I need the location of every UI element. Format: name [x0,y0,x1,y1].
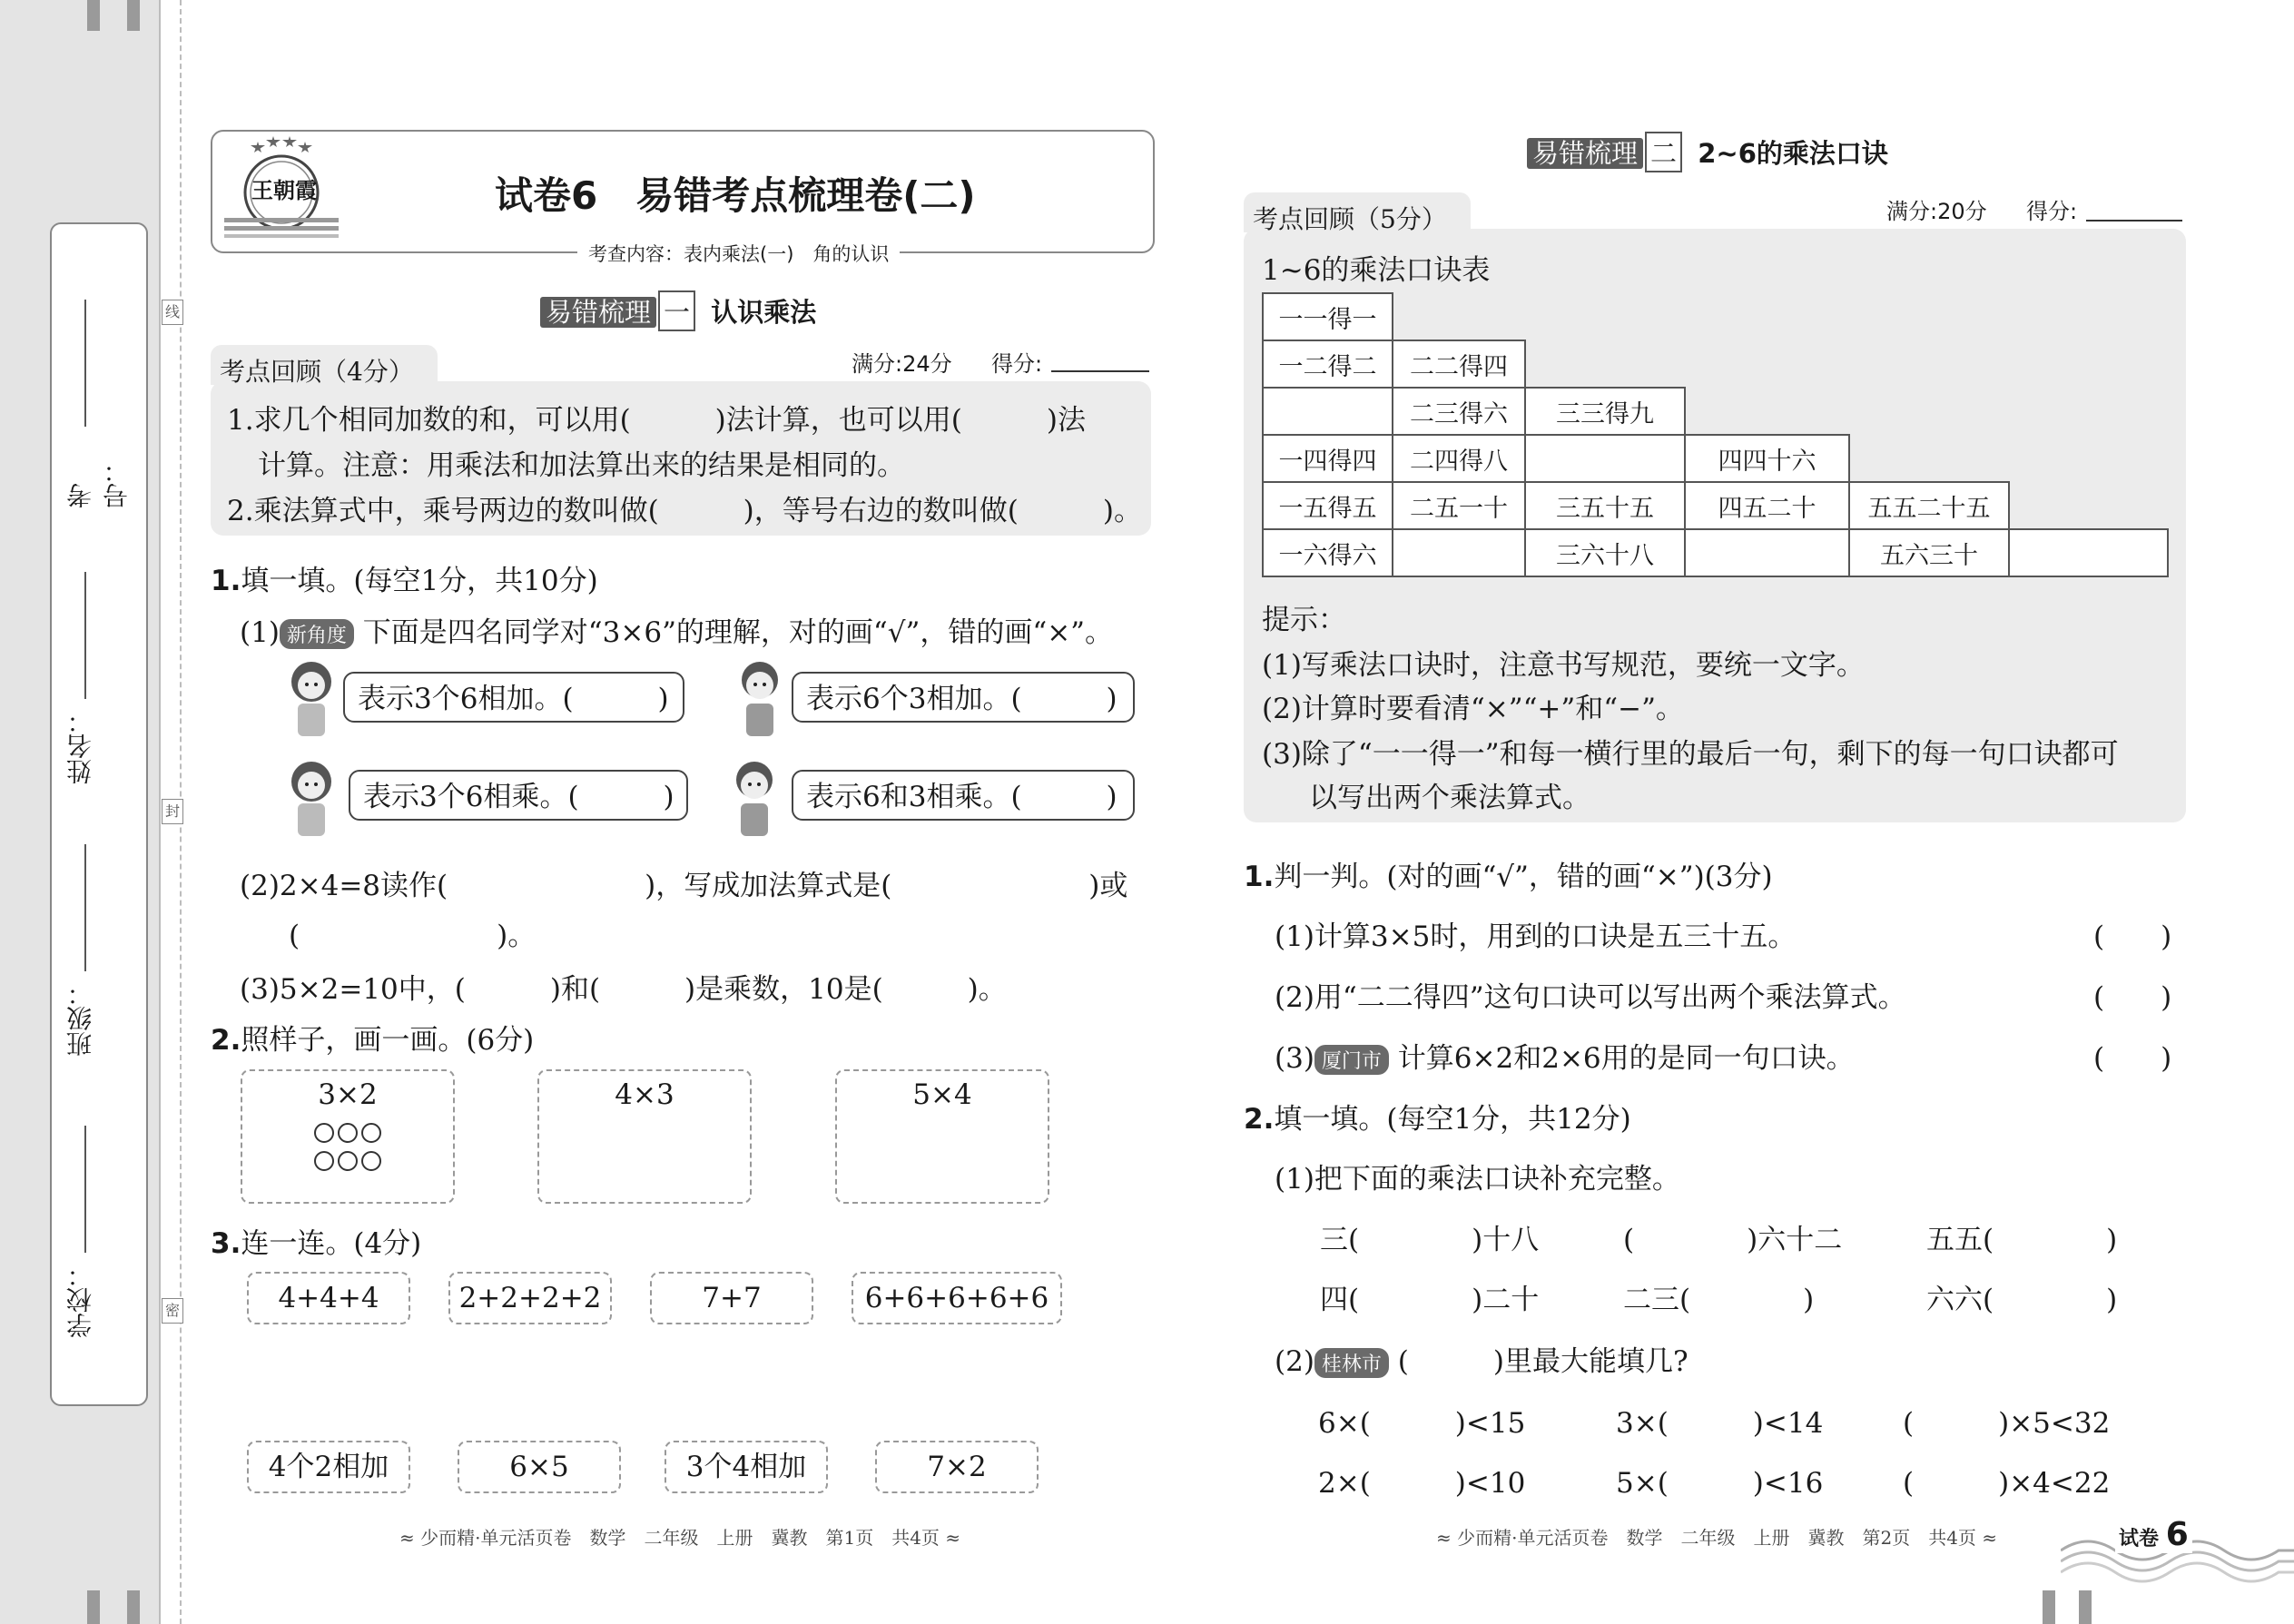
table-cell: 二四得八 [1393,435,1525,482]
question-2-2 [1275,1338,1689,1379]
corner-page-number: 6 [2165,1516,2189,1553]
multiplication-table [1262,292,2169,577]
fill-blank[interactable]: 五五( ) [1926,1224,2118,1256]
page-footer: ≈ 少而精·单元活页卷 数学 二年级 上册 冀教 第1页 共4页 ≈ [399,1527,961,1549]
judge-item [1275,1035,1855,1076]
speech-bubble: 表示3个6相乘。( ) [349,770,688,821]
section-title: 认识乘法 [711,297,817,328]
question-text: 填一填。(每空1分，共10分) [241,565,598,597]
name-field[interactable] [50,554,144,799]
circle-sample [311,1120,384,1175]
answer-paren[interactable]: ( ) [2093,981,2172,1014]
sub-prefix: (1) [1275,920,1314,953]
fill-blank[interactable]: 四( )二十 [1320,1284,1540,1316]
score-blank[interactable] [1051,370,1149,372]
field-underline [84,844,86,971]
inequality-blank[interactable]: ( )×5<32 [1903,1407,2111,1440]
table-cell: 三三得九 [1525,388,1685,435]
draw-box[interactable] [241,1069,455,1204]
sub-prefix: (2) [1275,981,1314,1014]
hint-line: (1)写乘法口诀时，注意书写规范，要统一文字。 [1262,649,1865,682]
sub-prefix: (1) [240,616,280,649]
judge-item [1275,913,1796,954]
score-blank[interactable] [2086,220,2182,221]
match-chip[interactable]: 2+2+2+2 [448,1272,612,1324]
inequality-blank[interactable]: 2×( )<10 [1318,1467,1526,1500]
question-text: 判一判。(对的画“√”，错的画“×”)(3分) [1274,861,1773,893]
section-title: 2~6的乘法口诀 [1698,138,1888,169]
table-cell: 二五一十 [1393,482,1525,529]
question-text: 照样子，画一画。(6分) [241,1024,535,1057]
question-text: 连一连。(4分) [241,1227,422,1260]
registration-mark [127,0,140,31]
inequality-blank[interactable]: 6×( )<15 [1318,1407,1526,1440]
section-number: 二 [1645,132,1682,172]
fill-blank[interactable]: 三( )十八 [1320,1224,1540,1256]
judge-text: 计算3×5时，用到的口诀是五三十五。 [1314,920,1797,953]
table-cell: 三六十八 [1525,529,1685,576]
corner-label [2115,1516,2192,1553]
region-tag: 厦门市 [1314,1045,1389,1075]
section-tag: 易错梳理 [1527,138,1643,169]
score-label: 得分: [2026,199,2078,224]
sub-prefix: (2) [1275,1345,1314,1378]
seal-char: 线 [162,300,183,325]
table-cell: 五五二十五 [1849,482,2009,529]
table-cell: 二三得六 [1393,388,1525,435]
table-cell: 一六得六 [1263,529,1393,576]
field-label: 班级： [65,980,95,1057]
table-cell-blank[interactable] [1393,529,1525,576]
question-1 [211,557,598,598]
section-number: 一 [658,290,695,331]
question-1-3: (3)5×2=10中，( )和( )是乘数，10是( )。 [240,973,1007,1006]
judge-item [1275,974,1906,1015]
sub-text: ( )里最大能填几? [1397,1345,1689,1378]
field-label: 考号： [65,458,132,508]
question-1-2: (2)2×4=8读作( )，写成加法算式是( )或 [240,870,1128,902]
section-heading-1 [540,290,816,331]
review-line: 2.乘法算式中，乘号两边的数叫做( )，等号右边的数叫做( )。 [227,495,1142,527]
fill-blank[interactable]: 六六( ) [1926,1284,2118,1316]
field-label: 学校： [65,1262,95,1338]
student-girl-icon [283,758,340,840]
registration-mark [87,1590,100,1624]
review-line: 计算。注意：用乘法和加法算出来的结果是相同的。 [258,449,905,482]
draw-box[interactable] [537,1069,752,1204]
registration-mark [2079,1590,2092,1624]
review-line: 1.求几个相同加数的和，可以用( )法计算，也可以用( )法 [227,404,1086,437]
student-boy-icon [732,658,788,740]
question-3 [211,1220,421,1261]
logo-text: 王朝霞 [251,177,317,203]
question-2 [211,1017,534,1058]
match-chip[interactable]: 4个2相加 [247,1441,410,1493]
draw-box[interactable] [835,1069,1049,1204]
match-chip[interactable]: 7×2 [875,1441,1039,1493]
answer-paren[interactable]: ( ) [2093,920,2172,953]
inequality-blank[interactable]: 3×( )<14 [1616,1407,1824,1440]
fill-blank[interactable]: ( )六十二 [1623,1224,1843,1256]
table-cell-blank[interactable] [1263,388,1393,435]
table-cell: 一五得五 [1263,482,1393,529]
question-1-judge [1244,853,1773,894]
score-full: 满分:20分 [1886,199,1987,224]
page-subtitle: 考查内容：表内乘法(一) 角的认识 [577,240,900,267]
sub-prefix: (3) [1275,1042,1314,1075]
question-number: 2. [211,1024,241,1057]
draw-box-label: 5×4 [912,1078,972,1111]
question-text: 填一填。(每空1分，共12分) [1274,1103,1631,1136]
table-cell: 四五二十 [1685,482,1849,529]
match-chip[interactable]: 4+4+4 [247,1272,410,1324]
table-cell: 一二得二 [1263,340,1393,388]
table-title: 1~6的乘法口诀表 [1262,254,1491,287]
inequality-blank[interactable]: 5×( )<16 [1616,1467,1824,1500]
speech-bubble: 表示6个3相加。( ) [792,672,1135,723]
page-title: 试卷6 易错考点梳理卷(二) [495,173,976,218]
score-label: 得分: [991,351,1043,377]
table-cell: 三五十五 [1525,482,1685,529]
new-angle-tag: 新角度 [280,619,354,649]
hint-line: (3)除了“一一得一”和每一横行里的最后一句，剩下的每一句口诀都可 [1262,738,2119,771]
table-cell-blank[interactable] [2009,529,2168,576]
draw-box-label: 4×3 [615,1078,674,1111]
region-tag: 桂林市 [1314,1348,1389,1378]
sub-text: 下面是四名同学对“3×6”的理解，对的画“√”，错的画“×”。 [362,616,1114,649]
fill-blank[interactable]: 二三( ) [1623,1284,1815,1316]
match-chip[interactable]: 7+7 [650,1272,813,1324]
table-cell: 一一得一 [1263,293,1393,340]
judge-text: 用“二二得四”这句口诀可以写出两个乘法算式。 [1314,981,1906,1014]
question-number: 1. [1244,861,1275,893]
hint-title: 提示： [1262,604,1346,636]
registration-mark [2043,1590,2055,1624]
match-chip[interactable]: 6+6+6+6+6 [852,1272,1062,1324]
answer-paren[interactable]: ( ) [2093,1042,2172,1075]
field-underline [84,1126,86,1253]
gutter-divider [159,0,161,1624]
section-tag: 易错梳理 [540,297,656,328]
hint-line: 以写出两个乘法算式。 [1309,782,1590,814]
match-chip[interactable]: 3个4相加 [665,1441,828,1493]
speech-bubble: 表示3个6相加。( ) [343,672,684,723]
student-boy-icon [726,758,783,840]
speech-bubble: 表示6和3相乘。( ) [792,770,1135,821]
registration-mark [127,1590,140,1624]
question-number: 2. [1244,1103,1275,1136]
field-underline [84,572,86,699]
hint-line: (2)计算时要看清“×”“+”和“−”。 [1262,693,1684,725]
exam-number-field[interactable] [50,263,144,508]
field-underline [84,300,86,427]
question-number: 1. [211,565,241,597]
field-label: 姓名： [65,708,95,784]
judge-text: 计算6×2和2×6用的是同一句口诀。 [1397,1042,1855,1075]
question-2-fill [1244,1096,1631,1137]
question-1-1 [240,609,1113,650]
table-cell: 一四得四 [1263,435,1393,482]
review-tab-label: 考点回顾（5分） [1253,204,1447,234]
draw-box-label: 3×2 [318,1078,378,1111]
registration-mark [87,0,100,31]
table-cell: 二二得四 [1393,340,1525,388]
student-girl-icon [283,658,340,740]
question-1-2-cont: ( )。 [289,920,537,952]
class-field[interactable] [50,835,144,1080]
section-heading-2 [1527,132,1888,172]
seal-char: 封 [162,799,183,824]
question-number: 3. [211,1227,241,1260]
table-cell-blank[interactable] [1525,435,1685,482]
corner-label-text: 试卷 [2119,1528,2160,1550]
page-footer: ≈ 少而精·单元活页卷 数学 二年级 上册 冀教 第2页 共4页 ≈ [1436,1527,1998,1549]
score-full: 满分:24分 [852,351,952,377]
table-cell: 五六三十 [1849,529,2009,576]
seal-char: 密 [162,1298,183,1324]
school-field[interactable] [50,1117,144,1362]
table-cell: 四四十六 [1685,435,1849,482]
match-chip[interactable]: 6×5 [458,1441,621,1493]
review-tab-label: 考点回顾（4分） [220,357,414,387]
question-2-1: (1)把下面的乘法口诀补充完整。 [1275,1163,1680,1196]
table-cell-blank[interactable] [1685,529,1849,576]
inequality-blank[interactable]: ( )×4<22 [1903,1467,2111,1500]
